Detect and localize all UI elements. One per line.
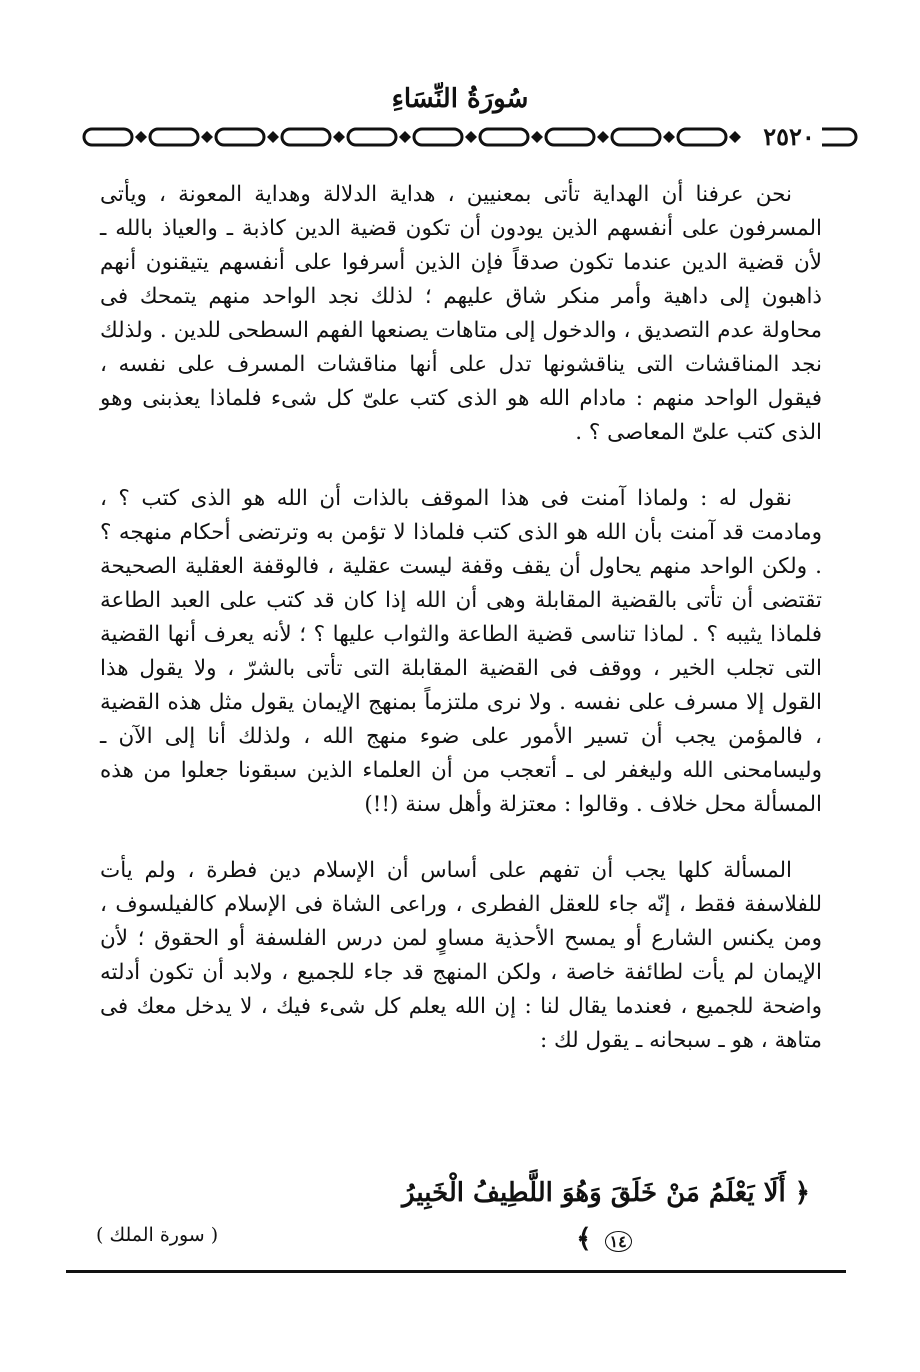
ornamental-border [80,120,860,154]
verse-source: ( سورة الملك ) [96,1224,219,1246]
quran-verse [390,1170,822,1265]
paragraph: المسألة كلها يجب أن تفهم على أساس أن الإسلام دين فطرة ، ولم يأت للفلاسفة فقط ، إنّه جاء للعقل الفطرى ، وراعى الشاة فى الإسلام كالفيلسوف ، ومن يكنس الشارع أو يمسح الأحذية مساوٍ لمن درس الفلسفة أو الحقوق ؛ لأن الإيمان لم يأت لطائفة خاصة ، ولكن المنهج قد جاء للجميع ، ولابد أن تكون أدلته واضحة للجميع ، فعندما يقال لنا : إن الله يعلم كل شىء فيك ، لا يدخل معك فى متاهة ، هو ـ سبحانه ـ يقول لك : [100,858,822,1053]
page-number: ٢٥٢٠ [756,122,822,152]
verse-open-bracket: ﴿ [794,1178,810,1208]
paragraph: نقول له : ولماذا آمنت فى هذا الموقف بالذات أن الله هو الذى كتب ؟ ، ومادمت قد آمنت بأن الله هو الذى كتب فلماذا لا تؤمن به وترتضى أحكام منهجه ؟ . ولكن الواحد منهم يحاول أن يقف وقفة ليست عقلية ، فالوقفة العقلية الصحيحة تقتضى أن تأتى بالقضية المقابلة وهى أن الله إذا كان قد كتب على العبد الطاعة فلماذا يثيبه ؟ . لماذا تناسى قضية الطاعة والثواب عليها ؟ ؛ لأنه يعرف أنها القضية التى تجلب الخير ، ووقف فى القضية المقابلة التى تأتى بالشرّ ، ولا يقول هذا القول إلا مسرف على نفسه . ولا نرى ملتزماً بمنهج الإيمان يقول مثل هذه القضية ، فالمؤمن يجب أن تسير الأمور على ضوء منهج الله ، ولذلك أنا إلى الآن ـ وليسامحنى الله وليغفر لى ـ أتعجب من أن العلماء الذين سبقونا جعلوا من هذه المسألة محل خلاف . وقالوا : معتزلة وأهل سنة (!!) [100,486,822,817]
verse-close-bracket: ﴾ [576,1224,592,1254]
verse-number: ١٤ [605,1231,632,1252]
surah-title: سُورَةُ النِّسَاءِ [391,84,529,114]
verse-text: أَلَا يَعْلَمُ مَنْ خَلَقَ وَهُوَ اللَّطِيفُ الْخَبِيرُ [402,1178,786,1208]
body-text [100,178,822,1090]
paragraph: نحن عرفنا أن الهداية تأتى بمعنيين ، هداية الدلالة وهداية المعونة ، ويأتى المسرفون على أنفسهم الذين يودون أن تكون قضية الدين كاذبة ـ والعياذ بالله ـ لأن قضية الدين عندما تكون صدقاً فإن الذين أسرفوا على أنفسهم يتيقنون أنهم ذاهبون إلى داهية وأمر منكر شاق عليهم ؛ لذلك نجد الواحد منهم يتمحك فى محاولة عدم التصديق ، والدخول إلى متاهات يصنعها الفهم السطحى للدين . ولذلك نجد المناقشات التى يناقشونها تدل على أنها مناقشات المسرف على نفسه ، فيقول الواحد منهم : مادام الله هو الذى كتب علىّ كل شىء فلماذا يعذبنى وهو الذى كتب علىّ المعاصى ؟ . [100,182,822,445]
footer-divider [66,1270,846,1273]
